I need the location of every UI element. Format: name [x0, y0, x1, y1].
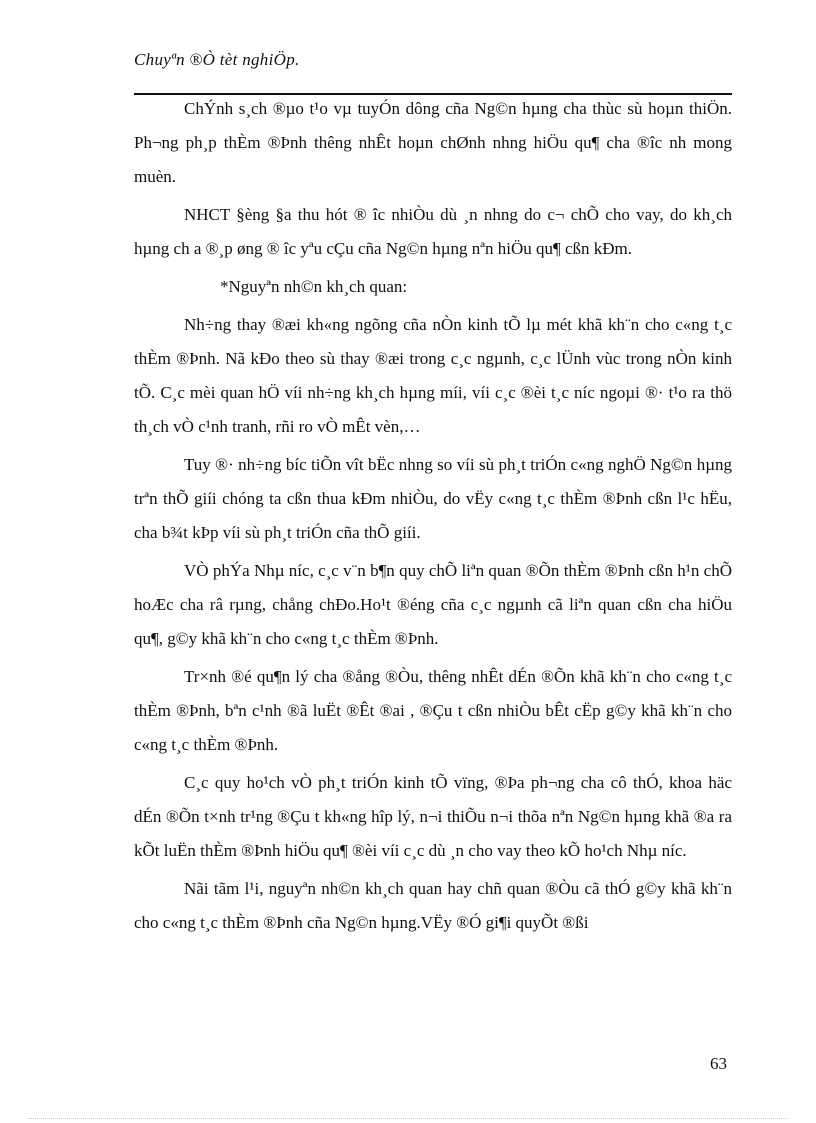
- paragraph-4: Tuy ®· nh÷ng bíc tiÕn vît bËc nhng so víi sù ph¸t triÓn c«ng nghÖ Ng©n hµng trªn thÕ giíi chóng ta cßn thua kÐm nhiÒu, do vËy c«ng t¸c thÈm ®Þnh cßn l¹c hËu, cha b¾t kÞp víi sù ph¸t triÓn cña thÕ giíi.: [134, 455, 732, 542]
- paragraph-2: NHCT §èng §a thu hót ® îc nhiÒu dù ¸n nhng do c¬ chÕ cho vay, do kh¸ch hµng ch a ®¸p øng ® îc yªu cÇu cña Ng©n hµng nªn hiÖu qu¶ cßn kÐm.: [134, 205, 732, 258]
- running-header: Chuyªn ®Ò tèt nghiÖp.: [134, 50, 300, 69]
- footer-rule: [28, 1118, 788, 1119]
- paragraph-3: Nh÷ng thay ®æi kh«ng ngõng cña nÒn kinh tÕ lµ mét khã kh¨n cho c«ng t¸c thÈm ®Þnh. Nã kÐo theo sù thay ®æi trong c¸c ngµnh, c¸c lÜnh vùc trong nÒn kinh tÕ. C¸c mèi quan hÖ víi nh÷ng kh¸ch hµng míi, víi c¸c ®èi t¸c níc ngoµi ®· t¹o ra thö th¸ch vÒ c¹nh tranh, rñi ro vÒ mÊt vèn,…: [134, 315, 732, 436]
- paragraph-5: VÒ phÝa Nhµ níc, c¸c v¨n b¶n quy chÕ liªn quan ®Õn thÈm ®Þnh cßn h¹n chÕ hoÆc cha râ rµng, chång chÐo.Ho¹t ®éng cña c¸c ngµnh cã liªn quan cßn cha hiÖu qu¶, g©y khã kh¨n cho c«ng t¸c thÈm ®Þnh.: [134, 561, 732, 648]
- paragraph-7: C¸c quy ho¹ch vÒ ph¸t triÓn kinh tÕ vïng, ®Þa ph¬ng cha cô thÓ, khoa häc dÉn ®Õn t×nh tr¹ng ®Çu t kh«ng hîp lý, n¬i thiÕu n¬i thõa nªn Ng©n hµng khã ®a ra kÕt luËn thÈm ®Þnh hiÖu qu¶ ®èi víi c¸c dù ¸n cho vay theo kÕ ho¹ch Nhµ níc.: [134, 773, 732, 860]
- paragraph-1: ChÝnh s¸ch ®µo t¹o vµ tuyÓn dông cña Ng©n hµng cha thùc sù hoµn thiÖn. Ph¬ng ph¸p thÈm ®Þnh thêng nhÊt hoµn chØnh nhng hiÖu qu¶ cha ®îc nh mong muèn.: [134, 99, 732, 186]
- paragraph-8: Nãi tãm l¹i, nguyªn nh©n kh¸ch quan hay chñ quan ®Òu cã thÓ g©y khã kh¨n cho c«ng t¸c thÈm ®Þnh cña Ng©n hµng.VËy ®Ó gi¶i quyÕt ®ßi: [134, 879, 732, 932]
- page-number: 63: [710, 1054, 727, 1073]
- document-body: [134, 92, 732, 944]
- paragraph-6: Tr×nh ®é qu¶n lý cha ®ång ®Òu, thêng nhÊt dÉn ®Õn khã kh¨n cho c«ng t¸c thÈm ®Þnh, bªn c¹nh ®ã luËt ®Êt ®ai , ®Çu t cßn nhiÒu bÊt cËp g©y khã kh¨n cho c«ng t¸c thÈm ®Þnh.: [134, 667, 732, 754]
- subheading-objective-causes: *Nguyªn nh©n kh¸ch quan:: [220, 277, 408, 296]
